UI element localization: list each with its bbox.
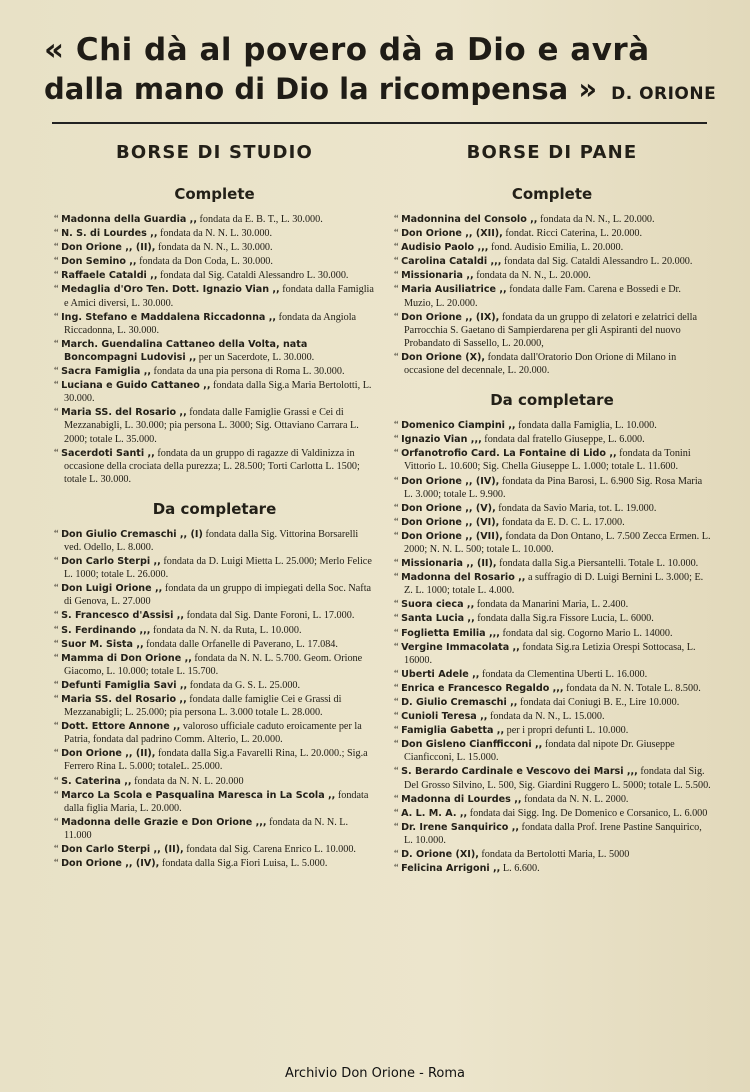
quote-mark: “ <box>54 284 62 296</box>
quote-mark: “ <box>54 528 62 540</box>
quote-mark: “ <box>394 793 402 805</box>
list-item <box>392 530 712 556</box>
entry-text: fondata dalla Prof. Irene Pastine Sanquirico, L. 10.000. <box>404 821 702 846</box>
entry-text: fondata da N. N. Totale L. 8.500. <box>566 682 701 694</box>
quote-mark: “ <box>54 228 62 240</box>
list-item <box>52 609 377 622</box>
entry-name: Santa Lucia ,, <box>401 613 475 625</box>
entry-name: Don Orione ,, (II), <box>61 748 156 760</box>
quote-mark: “ <box>54 338 62 350</box>
quote-mark: “ <box>394 863 402 875</box>
entry-text: fondata da Clementina Uberti L. 16.000. <box>481 668 648 680</box>
list-item <box>52 338 377 364</box>
list-item <box>52 365 377 378</box>
quote-mark: “ <box>394 682 402 694</box>
quote-mark: “ <box>54 270 62 282</box>
entry-text: fondata da N. N. L. 30.000. <box>160 228 273 240</box>
quote-mark: “ <box>394 351 402 363</box>
list-item <box>52 789 377 815</box>
entry-name: Madonnina del Consolo ,, <box>401 214 538 225</box>
entry-name: Foglietta Emilia ,,, <box>401 627 500 639</box>
entry-text: fondata dalla Sig.a Maria Bertolotti, L. 30.000. <box>64 380 372 405</box>
entry-name: Don Orione ,, (IV), <box>61 858 160 870</box>
headline-line-2-text: dalla mano di Dio la ricompensa » <box>44 72 598 106</box>
list-item <box>392 862 712 875</box>
subheading-todo-pane: Da completare <box>490 391 614 410</box>
entry-text: fondata da N. N. L. 20.000 <box>134 775 244 787</box>
entry-text: fondat. Ricci Caterina, L. 20.000. <box>505 228 643 240</box>
entry-name: D. Giulio Cremaschi ,, <box>401 697 518 708</box>
entry-name: Don Orione ,, (IX), <box>401 311 500 323</box>
list-item <box>52 693 377 719</box>
quote-mark: “ <box>54 638 62 650</box>
entry-text: fondata dalla Sig.a Fiori Luisa, L. 5.000. <box>161 858 328 870</box>
entry-name: Missionaria ,, (II), <box>401 558 497 570</box>
list-item <box>392 738 712 764</box>
quote-mark: “ <box>394 807 402 819</box>
subheading-todo-studio: Da completare <box>152 499 277 518</box>
entry-name: March. Guendalina Cattaneo della Volta, nata Boncompagni Ludovisi ,, <box>61 338 308 363</box>
entry-name: Sacra Famiglia ,, <box>61 366 151 378</box>
list-item <box>52 555 377 581</box>
entry-text: fondata da un gruppo di zelatori e zelatrici della Parrocchia S. Gaetano di Sampierdarena per gli Aspiranti del nuovo Probandato di Sassello, L. 20.000, <box>404 311 697 349</box>
quote-mark: “ <box>54 311 62 323</box>
list-item <box>52 227 377 240</box>
list-item <box>52 255 377 268</box>
entry-text: fondata da un gruppo di impiegati della Soc. Nafta di Genova, L. 27.000 <box>64 583 372 608</box>
list-item <box>52 679 377 692</box>
entry-text: fondata dalle Fam. Carena e Bossedi e Dr. Muzio, L. 20.000. <box>404 284 681 309</box>
list-item <box>392 557 712 570</box>
archive-footer: Archivio Don Orione - Roma <box>284 1066 466 1081</box>
entry-text: fondata dalla figlia Maria, L. 20.000. <box>64 789 369 814</box>
entry-text: fondata da Bertolotti Maria, L. 5000 <box>481 849 630 861</box>
entry-text: per i propri defunti L. 10.000. <box>506 725 629 737</box>
entry-name: Madonna del Rosario ,, <box>401 572 526 584</box>
quote-mark: “ <box>394 766 402 778</box>
entry-name: Don Orione (X), <box>401 351 486 363</box>
entry-name: Suor M. Sista ,, <box>61 638 144 650</box>
entry-name: Marco La Scola e Pasqualina Maresca in La Scola ,, <box>61 789 336 801</box>
quote-mark: “ <box>394 558 402 570</box>
list-item <box>392 668 712 681</box>
entry-name: Madonna di Lourdes ,, <box>401 793 522 805</box>
entry-text: fond. Audisio Emilia, L. 20.000. <box>490 242 624 254</box>
entry-text: fondata da Tonini Vittorio L. 10.600; Sig. Chella Giuseppe L. 1.000; totale L. 11.600. <box>404 448 691 473</box>
entry-name: S. Caterina ,, <box>61 775 132 787</box>
entry-name: D. Orione (XI), <box>401 849 479 861</box>
entry-text: fondata da Savio Maria, tot. L. 19.000. <box>498 502 657 514</box>
list-item <box>52 747 377 773</box>
entry-text: fondata dalla Sig.a Favarelli Rina, L. 20.000.; Sig.a Ferrero Rina L. 5.000; totaleL. 25.000. <box>64 748 368 773</box>
entry-text: fondata da N. N., L. 15.000. <box>489 711 605 723</box>
entry-text: fondata da E. B. T., L. 30.000. <box>199 214 323 225</box>
quote-mark: “ <box>54 679 62 691</box>
list-item <box>52 775 377 788</box>
entry-text: fondata da Pina Barosi, L. 6.900 Sig. Rosa Maria L. 3.000; totale L. 9.900. <box>404 475 703 500</box>
entry-text: fondata da N. N., L. 20.000. <box>539 214 655 225</box>
entry-text: fondata dai Coniugi B. E., Lire 10.000. <box>519 697 680 708</box>
quote-mark: “ <box>54 694 62 705</box>
entry-name: Don Giulio Cremaschi ,, (I) <box>61 528 203 540</box>
column-title-pane: BORSE DI PANE <box>466 142 638 163</box>
list-item <box>392 571 712 597</box>
list-item <box>52 406 377 445</box>
quote-mark: “ <box>394 668 402 680</box>
quote-mark: “ <box>394 725 402 737</box>
quote-mark: “ <box>54 816 62 828</box>
entry-name: Raffaele Cataldi ,, <box>61 270 158 282</box>
entry-text: fondata dalle Famiglie Grassi e Cei di Mezzanabigli, L. 30.000; pia persona L. 3000; Sig. Ottaviano Carrara L. 2000; totale L. 35.000. <box>64 407 359 445</box>
list-item <box>52 269 377 282</box>
entry-text: fondata dalla Famiglia e Amici diversi, L. 30.000. <box>64 284 374 309</box>
entry-name: Don Luigi Orione ,, <box>61 583 163 595</box>
quote-mark: “ <box>54 256 62 268</box>
entry-text: fondata dalle Orfanelle di Paverano, L. 17.084. <box>146 638 338 650</box>
quote-mark: “ <box>394 613 402 625</box>
quote-mark: “ <box>394 256 402 268</box>
list-item <box>392 283 712 309</box>
entry-name: Maria Ausiliatrice ,, <box>401 284 507 296</box>
list-complete-pane <box>392 213 712 377</box>
entry-name: Missionaria ,, <box>401 270 474 282</box>
entry-name: Enrica e Francesco Regaldo ,,, <box>401 682 564 694</box>
entry-text: fondata dal Sig. Cataldi Alessandro L. 20.000. <box>503 256 693 268</box>
entry-name: Don Orione ,, (II), <box>61 242 156 254</box>
entry-name: Dott. Ettore Annone ,, <box>61 721 181 733</box>
entry-text: fondata dal nipote Dr. Giuseppe Cianficconi, L. 15.000. <box>404 739 675 764</box>
list-item <box>392 241 712 254</box>
quote-mark: “ <box>394 572 402 584</box>
quote-mark: “ <box>54 407 62 419</box>
entry-name: Madonna della Guardia ,, <box>61 214 197 225</box>
entry-name: Medaglia d'Oro Ten. Dott. Ignazio Vian ,, <box>61 284 280 296</box>
entry-text: fondata da N. N. L. 5.700. Geom. Orione Giacomo, L. 10.000; totale L. 15.700. <box>64 652 363 677</box>
list-item <box>52 816 377 842</box>
entry-text: fondata dalle famiglie Cei e Grassi di Mezzanabigli; L. 25.000; pia persona L. 3.000 totale L. 28.000. <box>64 694 342 719</box>
entry-name: Don Orione ,, (VII), <box>401 530 503 542</box>
entry-text: valoroso ufficiale caduto eroicamente per la Patria, fondata dal padrino Comm. Alterio, L. 20.000. <box>64 721 362 746</box>
list-item <box>52 624 377 637</box>
entry-name: Felicina Arrigoni ,, <box>401 863 501 875</box>
entry-text: fondata dalla Famiglia, L. 10.000. <box>518 420 657 432</box>
quote-mark: “ <box>54 844 62 856</box>
entry-text: fondata dai Sigg. Ing. De Domenico e Corsanico, L. 6.000 <box>469 807 708 819</box>
list-item <box>392 821 712 847</box>
quote-mark: “ <box>394 516 402 528</box>
list-item <box>392 213 712 226</box>
list-item <box>392 598 712 611</box>
entry-text: fondata Sig.ra Letizia Orespi Sottocasa, L. 16000. <box>404 641 696 666</box>
entry-text: fondata da N. N. L. 2000. <box>524 793 629 805</box>
entry-text: fondata dal Sig. Dante Foroni, L. 17.000. <box>186 610 355 622</box>
quote-mark: “ <box>394 849 402 861</box>
list-item <box>52 843 377 856</box>
entry-text: fondata dal fratello Giuseppe, L. 6.000. <box>484 434 645 446</box>
entry-text: fondata dalla Sig.a Piersantelli. Totale L. 10.000. <box>499 558 699 570</box>
list-item <box>52 857 377 870</box>
list-item <box>392 433 712 446</box>
entry-name: Mamma di Don Orione ,, <box>61 652 192 664</box>
entry-name: N. S. di Lourdes ,, <box>61 228 158 240</box>
quote-mark: “ <box>394 475 402 487</box>
entry-text: a suffragio di D. Luigi Bernini L. 3.000; E. Z. L. 1000; totale L. 4.000. <box>404 572 704 597</box>
entry-text: fondata dall'Oratorio Don Orione di Milano in occasione del decennale, L. 20.000. <box>404 351 677 377</box>
quote-mark: “ <box>394 502 402 514</box>
list-item <box>392 612 712 625</box>
list-item <box>392 641 712 667</box>
quote-mark: “ <box>394 448 402 460</box>
quote-mark: “ <box>54 447 62 459</box>
entry-name: Dr. Irene Sanquirico ,, <box>401 821 519 833</box>
entry-text: fondata da G. S. L. 25.000. <box>189 679 301 691</box>
list-item <box>52 582 377 608</box>
entry-name: Madonna delle Grazie e Don Orione ,,, <box>61 816 267 828</box>
list-item <box>392 502 712 515</box>
quote-mark: “ <box>394 434 402 446</box>
list-item <box>392 269 712 282</box>
headline <box>44 30 717 113</box>
entry-text: fondata da N. N. da Ruta, L. 10.000. <box>152 624 302 636</box>
entry-name: Famiglia Gabetta ,, <box>401 725 505 737</box>
entry-name: Maria SS. del Rosario ,, <box>61 694 187 705</box>
entry-text: fondata da N. N., L. 20.000. <box>476 270 591 282</box>
quote-mark: “ <box>394 641 402 653</box>
quote-mark: “ <box>394 739 402 751</box>
entry-text: fondata dal Sig. Cataldi Alessandro L. 30.000. <box>160 270 349 282</box>
list-todo-studio <box>52 528 377 870</box>
entry-name: Don Orione ,, (XII), <box>401 228 503 240</box>
headline-author: D. ORIONE <box>611 84 717 104</box>
quote-mark: “ <box>394 420 402 432</box>
entry-text: fondata da una pia persona di Roma L. 30.000. <box>153 366 345 378</box>
list-item <box>392 793 712 806</box>
entry-text: per un Sacerdote, L. 30.000. <box>198 351 315 363</box>
list-complete-studio <box>52 213 377 486</box>
entry-text: fondata da N. N., L. 30.000. <box>157 242 273 254</box>
entry-name: Sacerdoti Santi ,, <box>61 447 155 459</box>
list-item <box>392 475 712 501</box>
entry-name: Don Semino ,, <box>61 256 137 268</box>
entry-text: fondata dal sig. Cogorno Mario L. 14000. <box>502 627 673 639</box>
headline-line-1: « Chi dà al povero dà a Dio e avrà <box>44 32 650 68</box>
entry-name: S. Ferdinando ,,, <box>61 624 151 636</box>
entry-text: L. 6.600. <box>502 863 540 875</box>
entry-text: fondata dalla Sig.ra Fissore Lucia, L. 6000. <box>477 613 654 625</box>
entry-name: Suora cieca ,, <box>401 599 475 611</box>
quote-mark: “ <box>394 228 402 240</box>
entry-name: Don Orione ,, (V), <box>401 502 496 514</box>
entry-name: Don Orione ,, (IV), <box>401 475 500 487</box>
entry-text: fondata da N. N. L. 11.000 <box>64 816 349 841</box>
column-borse-di-studio <box>52 142 377 871</box>
list-item <box>392 696 712 709</box>
quote-mark: “ <box>54 721 62 733</box>
list-item <box>392 765 712 791</box>
subheading-complete-pane: Complete <box>511 185 593 203</box>
list-item <box>52 379 377 405</box>
entry-name: Maria SS. del Rosario ,, <box>61 407 187 419</box>
entry-text: fondata da E. D. C. L. 17.000. <box>501 516 625 528</box>
quote-mark: “ <box>394 242 402 254</box>
list-item <box>392 447 712 473</box>
entry-text: fondata da D. Luigi Mietta L. 25.000; Merlo Felice L. 1000; totale L. 26.000. <box>64 556 372 581</box>
quote-mark: “ <box>54 775 62 787</box>
list-item <box>392 311 712 350</box>
list-item <box>392 227 712 240</box>
list-item <box>52 652 377 678</box>
quote-mark: “ <box>394 711 402 723</box>
quote-mark: “ <box>54 789 62 801</box>
entry-text: fondata dal Sig. Del Grosso Silvino, L. 500, Sig. Giardini Ruggero L. 5000; totale L. 5.500. <box>404 766 711 791</box>
entry-name: Ing. Stefano e Maddalena Riccadonna ,, <box>61 311 277 323</box>
list-item <box>52 720 377 746</box>
list-item <box>52 213 377 226</box>
entry-name: Defunti Famiglia Savi ,, <box>61 679 188 691</box>
entry-name: Carolina Cataldi ,,, <box>401 256 502 268</box>
list-item <box>392 710 712 723</box>
quote-mark: “ <box>394 284 402 296</box>
list-item <box>392 419 712 432</box>
quote-mark: “ <box>54 242 62 254</box>
entry-text: fondata dal Sig. Carena Enrico L. 10.000. <box>186 844 356 856</box>
list-item <box>52 447 377 486</box>
entry-name: S. Francesco d'Assisi ,, <box>61 610 185 622</box>
list-item <box>52 241 377 254</box>
list-item <box>52 283 377 309</box>
entry-text: fondata da Angiola Riccadonna, L. 30.000. <box>64 311 357 336</box>
entry-name: Uberti Adele ,, <box>401 668 480 680</box>
entry-text: fondata da Manarini Maria, L. 2.400. <box>476 599 629 611</box>
entry-name: Luciana e Guido Cattaneo ,, <box>61 380 211 392</box>
quote-mark: “ <box>54 858 62 870</box>
list-todo-pane <box>392 419 712 875</box>
quote-mark: “ <box>394 311 402 323</box>
entry-name: Don Gisleno Cianfficconi ,, <box>401 739 543 751</box>
quote-mark: “ <box>394 627 402 639</box>
entry-name: Vergine Immacolata ,, <box>401 641 520 653</box>
entry-name: Don Orione ,, (VI), <box>401 516 500 528</box>
quote-mark: “ <box>54 583 62 595</box>
list-item <box>392 351 712 377</box>
list-item <box>392 848 712 861</box>
entry-name: S. Berardo Cardinale e Vescovo dei Marsi ,,, <box>401 766 638 778</box>
quote-mark: “ <box>394 530 402 542</box>
entry-name: Cunioli Teresa ,, <box>401 711 488 723</box>
entry-name: A. L. M. A. ,, <box>401 807 468 819</box>
list-item <box>392 724 712 737</box>
list-item <box>392 516 712 529</box>
quote-mark: “ <box>54 380 62 392</box>
subheading-complete-studio: Complete <box>174 185 255 203</box>
list-item <box>52 528 377 554</box>
entry-name: Domenico Ciampini ,, <box>401 420 516 432</box>
entry-name: Don Carlo Sterpi ,, (II), <box>61 844 184 856</box>
headline-line-2 <box>44 70 717 113</box>
quote-mark: “ <box>394 697 402 708</box>
quote-mark: “ <box>394 821 402 833</box>
list-item <box>52 311 377 337</box>
column-borse-di-pane <box>392 142 712 876</box>
quote-mark: “ <box>54 214 62 225</box>
column-title-studio: BORSE DI STUDIO <box>115 142 314 163</box>
list-item <box>52 638 377 651</box>
list-item <box>392 627 712 640</box>
entry-text: fondata da Don Coda, L. 30.000. <box>139 256 273 268</box>
entry-text: fondata da Don Ontano, L. 7.500 Zecca Ermen. L. 2000; N. N. L. 500; totale L. 10.000. <box>404 530 711 555</box>
quote-mark: “ <box>394 270 402 282</box>
quote-mark: “ <box>54 556 62 568</box>
entry-text: fondata da un gruppo di ragazze di Valdinizza in occasione della crociata della purezza; L. 28.500; Torti Carlotta L. 1500; totale L. 30.000. <box>64 447 360 485</box>
entry-text: fondata dalla Sig. Vittorina Borsarelli ved. Odello, L. 8.000. <box>64 528 359 553</box>
quote-mark: “ <box>394 214 402 225</box>
entry-name: Audisio Paolo ,,, <box>401 242 489 254</box>
list-item <box>392 255 712 268</box>
list-item <box>392 682 712 695</box>
list-item <box>392 807 712 820</box>
quote-mark: “ <box>54 652 62 664</box>
headline-divider <box>52 122 707 124</box>
quote-mark: “ <box>54 366 62 378</box>
quote-mark: “ <box>54 610 62 622</box>
entry-name: Ignazio Vian ,,, <box>401 434 482 446</box>
entry-name: Don Carlo Sterpi ,, <box>61 556 161 568</box>
entry-name: Orfanotrofio Card. La Fontaine di Lido ,, <box>401 448 617 460</box>
quote-mark: “ <box>394 599 402 611</box>
quote-mark: “ <box>54 748 62 760</box>
quote-mark: “ <box>54 624 62 636</box>
